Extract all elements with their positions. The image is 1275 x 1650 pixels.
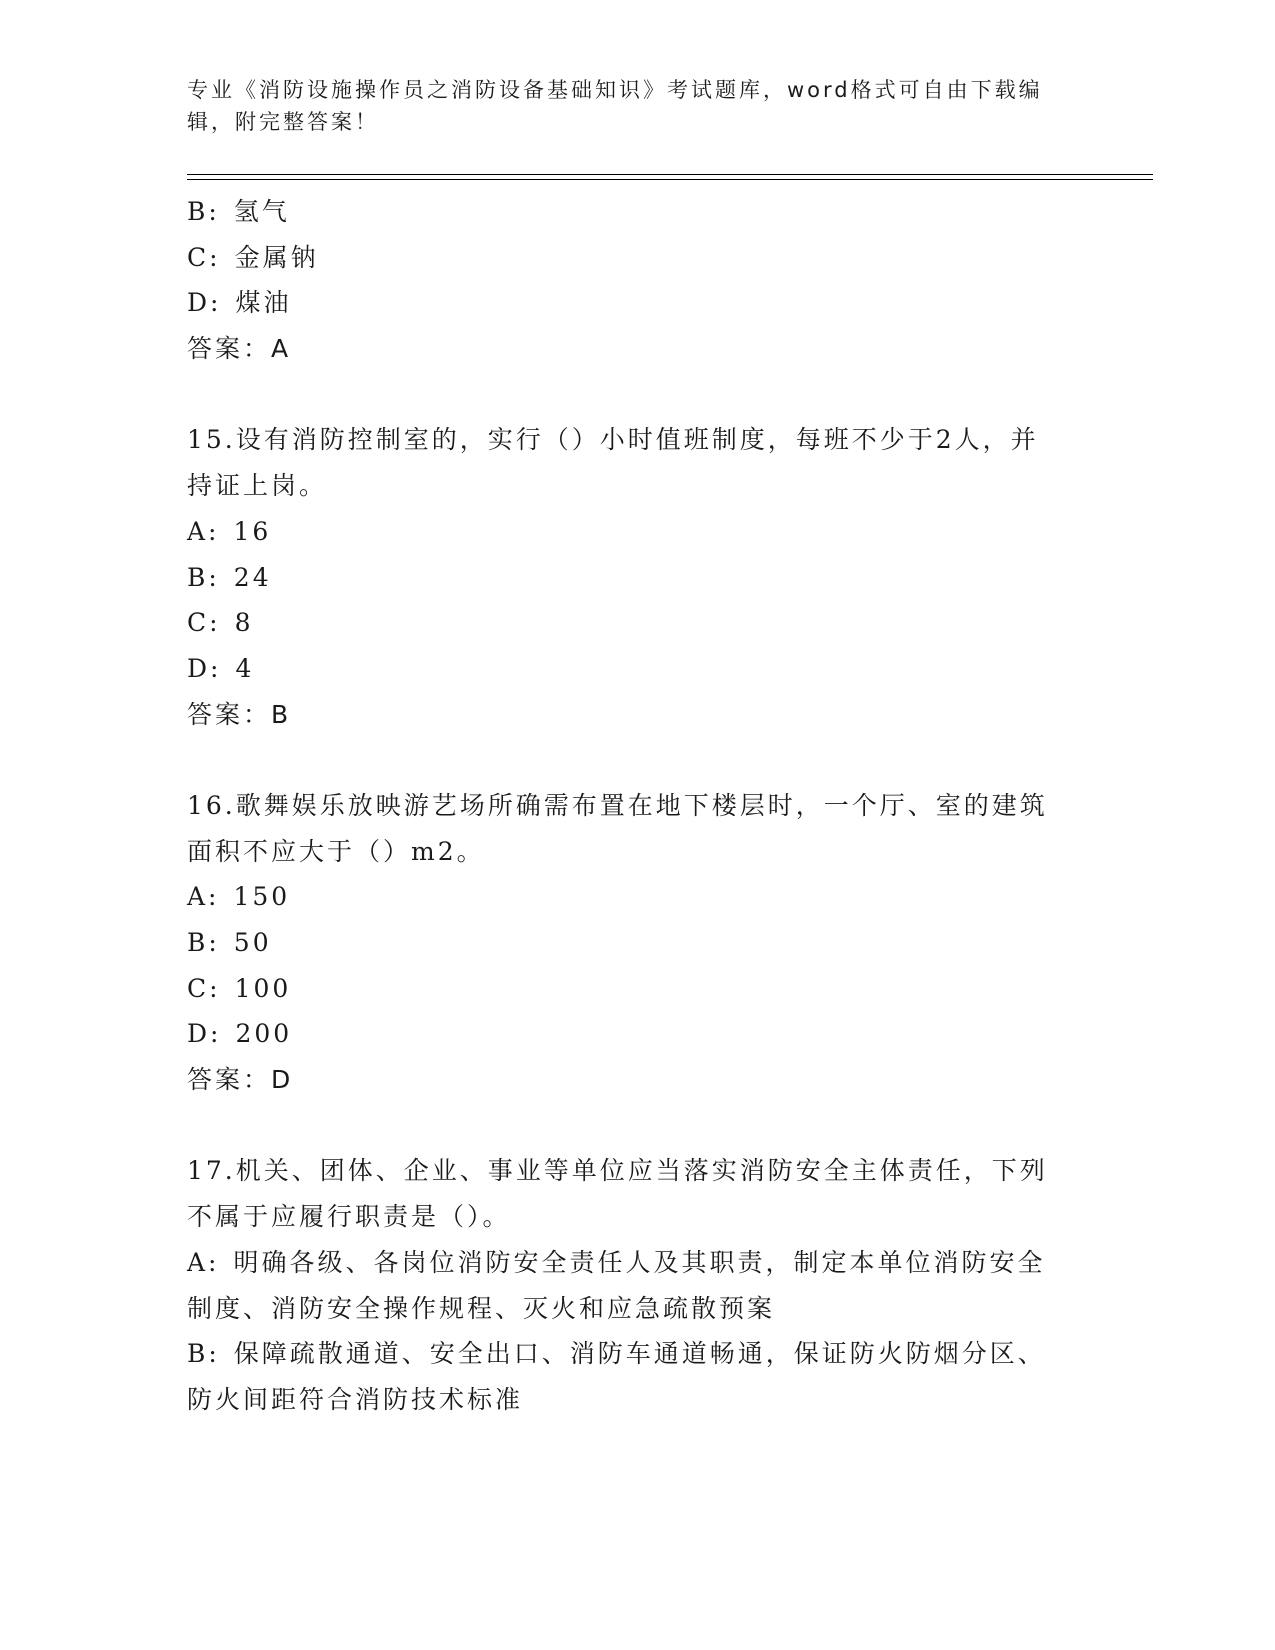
question-stem-cont: 不属于应履行职责是（）。 (187, 1202, 511, 1232)
option-a: A: 150 (187, 882, 291, 912)
question-stem: 15.设有消防控制室的，实行（）小时值班制度，每班不少于2人，并 (187, 425, 1039, 455)
option-a: A: 16 (187, 516, 272, 546)
question-content (187, 189, 1077, 1423)
document-header (187, 74, 1067, 138)
header-text: 专业《消防设施操作员之消防设备基础知识》考试题库，word格式可自由下载编辑，附完整答案！ (187, 78, 1043, 134)
question-stem: 17.机关、团体、企业、事业等单位应当落实消防安全主体责任，下列 (187, 1156, 1048, 1186)
option-b: B: 24 (187, 562, 272, 592)
option-b: B: 保障疏散通道、安全出口、消防车通道畅通，保证防火防烟分区、 (187, 1339, 1046, 1369)
answer-line: 答案：D (187, 1065, 294, 1095)
answer-line: 答案：A (187, 334, 292, 364)
option-d: D: 4 (187, 653, 255, 683)
header-rule-bottom (187, 179, 1153, 180)
option-b: B: 氢气 (187, 197, 290, 226)
option-c: C: 8 (187, 608, 254, 638)
option-d: D: 200 (187, 1019, 293, 1049)
option-b: B: 50 (187, 928, 272, 957)
question-stem-cont: 面积不应大于（）m2。 (187, 836, 485, 866)
question-stem: 16.歌舞娱乐放映游艺场所确需布置在地下楼层时，一个厅、室的建筑 (187, 790, 1048, 820)
option-d: D: 煤油 (187, 288, 292, 318)
option-a: A: 明确各级、各岗位消防安全责任人及其职责，制定本单位消防安全 (187, 1247, 1046, 1277)
option-b-cont: 防火间距符合消防技术标准 (187, 1384, 524, 1414)
question-stem-cont: 持证上岗。 (187, 471, 328, 501)
option-c: C: 100 (187, 973, 292, 1003)
header-rule-top (187, 174, 1153, 175)
option-a-cont: 制度、消防安全操作规程、灭火和应急疏散预案 (187, 1293, 776, 1323)
option-c: C: 金属钠 (187, 242, 319, 272)
answer-line: 答案：B (187, 699, 292, 729)
